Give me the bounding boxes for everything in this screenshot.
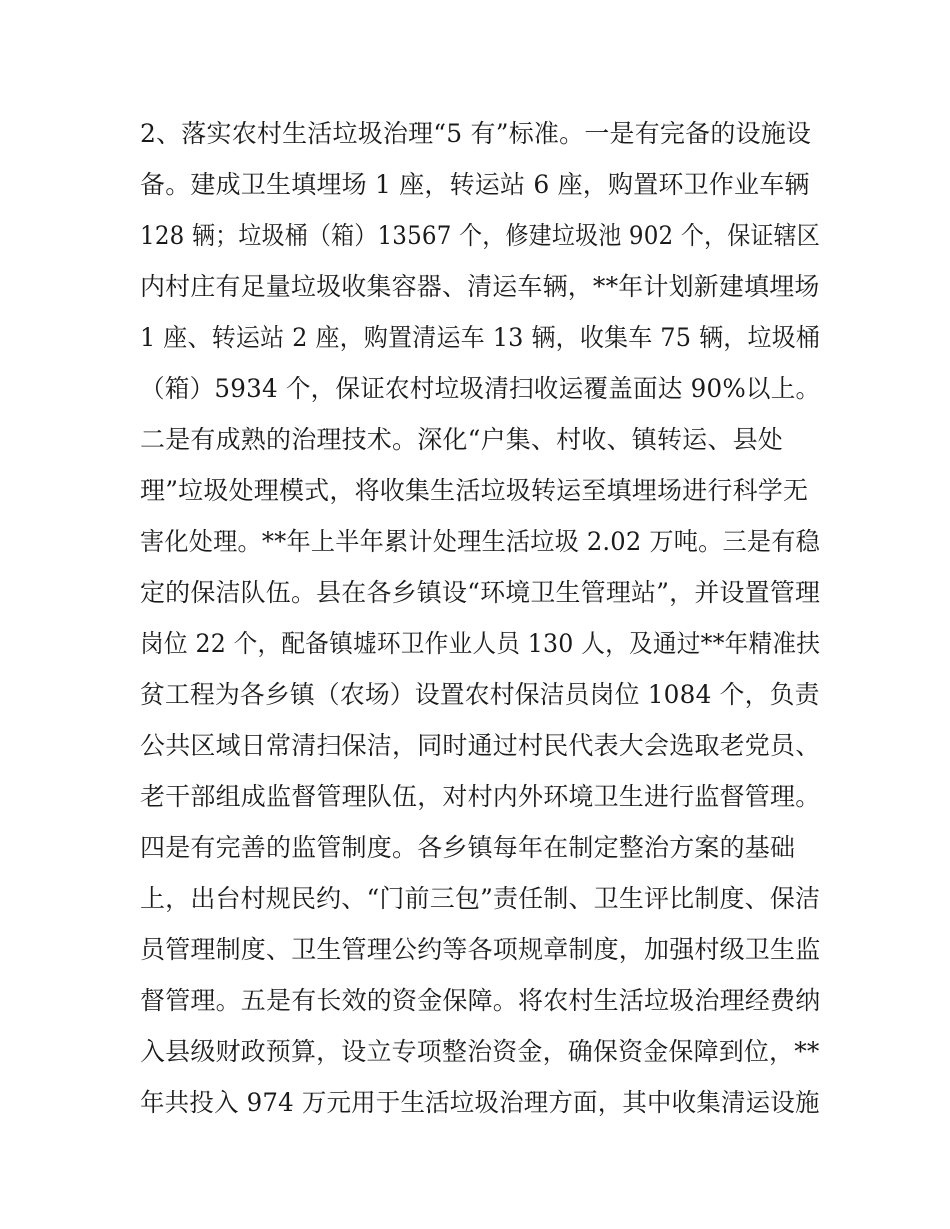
text-line: 内村庄有足量垃圾收集容器、清运车辆，**年计划新建填埋场	[140, 272, 820, 301]
text-line: 督管理。五是有长效的资金保障。将农村生活垃圾治理经费纳	[140, 986, 821, 1015]
text-line: 贫工程为各乡镇（农场）设置农村保洁员岗位 1084 个，负责	[140, 680, 820, 709]
text-line: 岗位 22 个，配备镇墟环卫作业人员 130 人，及通过**年精准扶	[140, 629, 821, 658]
document-body	[140, 108, 820, 1128]
text-line: 理”垃圾处理模式，将收集生活垃圾转运至填埋场进行科学无	[140, 476, 809, 505]
text-line: 上，出台村规民约、“门前三包”责任制、卫生评比制度、保洁	[140, 884, 821, 913]
text-line: 年共投入 974 万元用于生活垃圾治理方面，其中收集清运设施	[140, 1088, 820, 1117]
text-line: （箱）5934 个，保证农村垃圾清扫收运覆盖面达 90%以上。	[140, 374, 821, 403]
text-line: 公共区域日常清扫保洁，同时通过村民代表大会选取老党员、	[140, 731, 821, 760]
text-line: 定的保洁队伍。县在各乡镇设“环境卫生管理站”，并设置管理	[140, 578, 821, 607]
text-line: 害化处理。**年上半年累计处理生活垃圾 2.02 万吨。三是有稳	[140, 527, 820, 556]
text-line: 1 座、转运站 2 座，购置清运车 13 辆，收集车 75 辆，垃圾桶	[140, 323, 821, 352]
text-line: 备。建成卫生填埋场 1 座，转运站 6 座，购置环卫作业车辆	[140, 170, 810, 199]
text-line: 员管理制度、卫生管理公约等各项规章制度，加强村级卫生监	[140, 935, 821, 964]
text-line: 四是有完善的监管制度。各乡镇每年在制定整治方案的基础	[140, 833, 796, 862]
text-line: 入县级财政预算，设立专项整治资金，确保资金保障到位，**	[140, 1037, 820, 1066]
text-line: 128 辆；垃圾桶（箱）13567 个，修建垃圾池 902 个，保证辖区	[140, 221, 820, 250]
text-line: 老干部组成监督管理队伍，对村内外环境卫生进行监督管理。	[140, 782, 821, 811]
text-line: 2、落实农村生活垃圾治理“5 有”标准。一是有完备的设施设	[140, 119, 812, 148]
text-line: 二是有成熟的治理技术。深化“户集、村收、镇转运、县处	[140, 425, 783, 454]
